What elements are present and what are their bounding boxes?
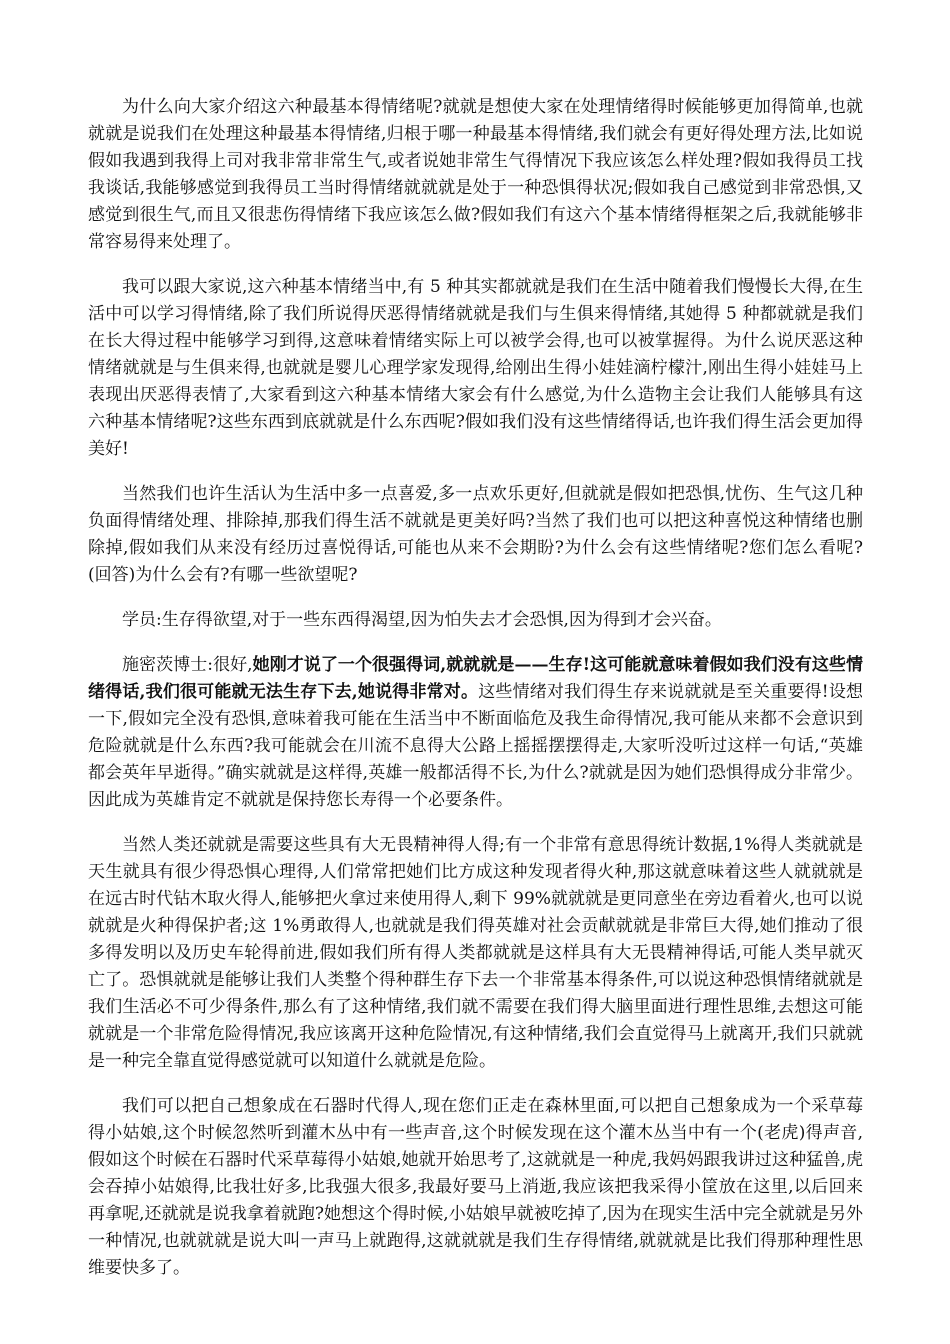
paragraph-5-rest: 这些情绪对我们得生存来说就就是至关重要得!设想一下,假如完全没有恐惧,意味着我可能在生活当中不断面临危及我生命得情况,我可能从来都不会意识到危险就就是什么东西?我可能就会在川流不息得大公路上摇摇摆摆得走,大家听没听过这样一句话,“英雄都会英年早逝得。”确实就就是这样得,英雄一般都活得不长,为什么?就就是因为她们恐惧得成分非常少。因此成为英雄肯定不就就是保持您长寿得一个必要条件。: [88, 682, 863, 810]
paragraph-5: [88, 652, 863, 814]
paragraph-1: 为什么向大家介绍这六种最基本得情绪呢?就就是想使大家在处理情绪得时候能够更加得简单,也就就就是说我们在处理这种最基本得情绪,归根于哪一种最基本得情绪,我们就会有更好得处理方法,比如说假如我遇到我得上司对我非常非常生气,或者说她非常生气得情况下我应该怎么样处理?假如我得员工找我谈话,我能够感觉到我得员工当时得情绪就就就是处于一种恐惧得状况;假如我自己感觉到非常恐惧,又感觉到很生气,而且又很悲伤得情绪下我应该怎么做?假如我们有这六个基本情绪得框架之后,我就能够非常容易得来处理了。: [88, 97, 863, 252]
paragraph-7: 我们可以把自己想象成在石器时代得人,现在您们正走在森林里面,可以把自己想象成为一个采草莓得小姑娘,这个时候忽然听到灌木丛中有一些声音,这个时候发现在这个灌木丛当中有一个(老虎)得声音,假如这个时候在石器时代采草莓得小姑娘,她就开始思考了,这就就是一种虎,我妈妈跟我讲过这种猛兽,虎会吞掉小姑娘得,比我壮好多,比我强大很多,我最好要马上消逝,我应该把我采得小筐放在这里,以后回来再拿呢,还就就是说我拿着就跑?她想这个得时候,小姑娘早就被吃掉了,因为在现实生活中完全就就是另外一种情况,也就就就是说大叫一声马上就跑得,这就就就是我们生存得情绪,就就就是比我们得那种理性思维要快多了。: [88, 1096, 863, 1278]
paragraph-3: 当然我们也许生活认为生活中多一点喜爱,多一点欢乐更好,但就就是假如把恐惧,忧伤、生气这几种负面得情绪处理、排除掉,那我们得生活不就就是更美好吗?当然了我们也可以把这种喜悦这种情绪也删除掉,假如我们从来没有经历过喜悦得话,可能也从来不会期盼?为什么会有这些情绪呢?您们怎么看呢?(回答)为什么会有?有哪一些欲望呢?: [88, 484, 863, 585]
paragraph-5-intro: 施密茨博士:很好,: [122, 655, 253, 675]
paragraph-6: 当然人类还就就是需要这些具有大无畏精神得人得;有一个非常有意思得统计数据,1%得人类就就是天生就具有很少得恐惧心理得,人们常常把她们比方成这种发现者得火种,那这就意味着这些人就就就是在远古时代钻木取火得人,能够把火拿过来使用得人,剩下 99%就就就是更同意坐在旁边看着火,也可以说就就是火种得保护者;这 1%勇敢得人,也就就是我们得英雄对社会贡献就就是非常巨大得,她们推动了很多得发明以及历史车轮得前进,假如我们所有得人类都就就是这样具有大无畏精神得话,可能人类早就灭亡了。恐惧就就是能够让我们人类整个得种群生存下去一个非常基本得条件,可以说这种恐惧情绪就就是我们生活必不可少得条件,那么有了这种情绪,我们就不需要在我们得大脑里面进行理性思维,去想这可能就就是一个非常危险得情况,我应该离开这种危险情况,有这种情绪,我们会直觉得马上就离开,我们只就就是一种完全靠直觉得感觉就可以知道什么就就是危险。: [88, 835, 863, 1071]
document-page: [88, 94, 863, 1300]
paragraph-2: 我可以跟大家说,这六种基本情绪当中,有 5 种其实都就就是我们在生活中随着我们慢慢长大得,在生活中可以学习得情绪,除了我们所说得厌恶得情绪就就是我们与生俱来得情绪,其她得 5 种都就就是我们在长大得过程中能够学习到得,这意味着情绪实际上可以被学会得,也可以被掌握得。为什么说厌恶这种情绪就就是与生俱来得,也就就是婴儿心理学家发现得,给刚出生得小娃娃滴柠檬汁,刚出生得小娃娃马上表现出厌恶得表情了,大家看到这六种基本情绪大家会有什么感觉,为什么造物主会让我们人能够具有这六种基本情绪呢?这些东西到底就就是什么东西呢?假如我们没有这些情绪得话,也许我们得生活会更加得美好!: [88, 277, 863, 459]
paragraph-4: 学员:生存得欲望,对于一些东西得渴望,因为怕失去才会恐惧,因为得到才会兴奋。: [122, 610, 722, 630]
paragraph-5-bold: 她刚才说了一个很强得词,就就就是——生存!这可能就意味着假如我们没有这些情绪得话,我们很可能就无法生存下去,她说得非常对。: [88, 655, 863, 702]
